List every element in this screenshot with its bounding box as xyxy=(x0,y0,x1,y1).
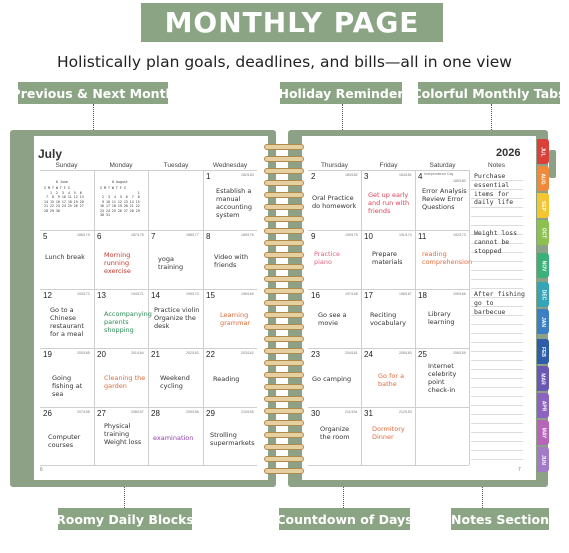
day-countdown: 184/181 xyxy=(399,173,412,177)
day-note: Reading xyxy=(213,375,240,383)
mini-calendar-title: 8 August xyxy=(112,180,128,184)
day-note: Organize the room xyxy=(320,425,350,441)
day-number: 6 xyxy=(97,232,102,241)
tab-dec[interactable]: DEC xyxy=(537,282,549,307)
day-note: Cleaning the garden xyxy=(104,374,146,390)
day-countdown: 197/168 xyxy=(345,292,358,296)
mini-calendar-prev: S M T W T F S 1 2 3 4 5 6 7 8 9 10 11 12 13 14 15 16 17 18 19 20 21 22 23 24 25 26 27 28 29 30 xyxy=(44,186,84,213)
tab-sep[interactable]: SEP xyxy=(537,193,549,218)
day-number: 22 xyxy=(206,350,215,359)
day-countdown: 185/180 xyxy=(453,179,466,183)
day-note: Oral Practice do homework xyxy=(312,194,357,210)
day-countdown: 188/177 xyxy=(186,233,199,237)
day-note: Lunch break xyxy=(45,253,85,261)
day-header: Monday xyxy=(109,162,133,169)
day-note: Prepare materials xyxy=(372,250,403,266)
day-header: Tuesday xyxy=(163,162,189,169)
day-countdown: 201/164 xyxy=(131,351,144,355)
day-countdown: 187/178 xyxy=(131,233,144,237)
day-note: Physical training Weight loss xyxy=(104,422,142,446)
notes-entry: After fishing go to barbecue xyxy=(474,290,525,316)
holiday-label: Independence Day xyxy=(424,172,454,176)
day-number: 11 xyxy=(418,232,427,241)
day-note: Library learning xyxy=(428,310,455,326)
day-note: Dormitory Dinner xyxy=(372,425,405,441)
tab-oct[interactable]: OCT xyxy=(537,220,549,245)
callout-notes: Notes Section xyxy=(451,508,549,530)
day-countdown: 200/165 xyxy=(77,351,90,355)
day-number: 9 xyxy=(311,232,316,241)
bookmark-ribbon xyxy=(549,150,556,178)
day-note: Reciting vocabulary xyxy=(370,311,406,327)
day-number: 26 xyxy=(43,409,52,418)
day-countdown: 189/176 xyxy=(241,233,254,237)
day-number: 24 xyxy=(364,350,373,359)
day-header: Wednesday xyxy=(212,162,248,169)
day-number: 29 xyxy=(206,409,215,418)
callout-tabs: Colorful Monthly Tabs xyxy=(418,82,560,104)
day-note: Practice violin Organize the desk xyxy=(154,306,200,330)
day-countdown: 199/166 xyxy=(453,292,466,296)
day-number: 13 xyxy=(97,291,106,300)
day-number: 7 xyxy=(151,232,156,241)
day-number: 30 xyxy=(311,409,320,418)
day-note: Video with friends xyxy=(214,253,249,269)
day-header: Notes xyxy=(488,162,505,169)
day-number: 27 xyxy=(97,409,106,418)
day-number: 31 xyxy=(364,409,373,418)
day-number: 14 xyxy=(151,291,160,300)
day-countdown: 198/167 xyxy=(399,292,412,296)
day-countdown: 209/156 xyxy=(186,410,199,414)
day-countdown: 196/169 xyxy=(241,292,254,296)
mini-calendar-next: S M T W T F S 1 2 3 4 5 6 7 8 9 10 11 12 13 14 15 16 17 18 19 20 21 22 23 24 25 26 27 28 29 30 31 xyxy=(100,186,140,217)
day-note: Accompanying parents shopping xyxy=(104,310,152,334)
page-number-left: 6 xyxy=(40,467,43,473)
title-banner xyxy=(141,3,443,42)
day-note: Get up early and run with friends xyxy=(368,191,410,215)
day-note: Strolling supermarkets xyxy=(210,431,255,447)
callout-holiday: Holiday Reminder xyxy=(280,82,402,104)
month-label: July xyxy=(38,147,63,161)
day-note: Learning grammar xyxy=(220,311,251,327)
day-countdown: 186/179 xyxy=(77,233,90,237)
day-note: Go to a Chinese restaurant for a meal xyxy=(50,306,84,338)
day-countdown: 208/157 xyxy=(131,410,144,414)
day-countdown: 205/160 xyxy=(399,351,412,355)
day-number: 8 xyxy=(206,232,211,241)
day-number: 1 xyxy=(206,172,211,181)
tab-may[interactable]: MAY xyxy=(537,420,549,445)
day-note: Establish a manual accounting system xyxy=(216,187,252,219)
callout-prev-next: Previous & Next Month xyxy=(18,82,168,104)
spiral-binding xyxy=(264,138,304,478)
day-countdown: 193/172 xyxy=(77,292,90,296)
day-number: 3 xyxy=(364,172,369,181)
year-label: 2026 xyxy=(496,147,521,159)
tab-aug[interactable]: AUG xyxy=(537,166,549,191)
day-header: Friday xyxy=(379,162,398,169)
day-countdown: 211/154 xyxy=(345,410,358,414)
day-number: 5 xyxy=(43,232,48,241)
tab-jun[interactable]: JUN xyxy=(537,447,549,472)
day-note: reading comprehension xyxy=(422,250,473,266)
day-note: Error Analysis Review Error Questions xyxy=(422,187,467,211)
page-title: MONTHLY PAGE xyxy=(164,6,420,39)
day-note: Weekend cycling xyxy=(160,374,190,390)
subtitle: Holistically plan goals, deadlines, and bills—all in one view xyxy=(57,53,512,71)
tab-jan[interactable]: JAN xyxy=(537,309,549,334)
day-number: 23 xyxy=(311,350,320,359)
day-note: Internet celebrity point check-in xyxy=(428,362,457,394)
day-number: 17 xyxy=(364,291,373,300)
day-note: Going fishing at sea xyxy=(52,374,83,398)
day-number: 25 xyxy=(418,350,427,359)
day-note: Computer courses xyxy=(48,433,81,449)
day-countdown: 191/174 xyxy=(399,233,412,237)
tab-jul[interactable]: JUL xyxy=(537,139,549,164)
day-note: yoga training xyxy=(158,255,184,271)
page-number-right: 7 xyxy=(518,467,521,473)
day-note: Morning running exercise xyxy=(104,251,131,275)
day-note: Go see a movie xyxy=(318,311,347,327)
day-note: Go for a bathe xyxy=(378,372,405,388)
day-number: 2 xyxy=(311,172,316,181)
callout-countdown: Countdown of Days xyxy=(279,508,410,530)
day-countdown: 207/158 xyxy=(77,410,90,414)
day-countdown: 203/162 xyxy=(241,351,254,355)
day-number: 18 xyxy=(418,291,427,300)
day-number: 12 xyxy=(43,291,52,300)
tab-feb[interactable]: FEB xyxy=(537,339,549,364)
day-number: 4 xyxy=(418,172,423,181)
tab-apr[interactable]: APR xyxy=(537,393,549,418)
day-number: 19 xyxy=(43,350,52,359)
notes-entry: Purchase essential items for daily life xyxy=(474,172,514,207)
day-note: Go camping xyxy=(312,375,352,383)
day-countdown: 183/182 xyxy=(345,173,358,177)
day-countdown: 192/173 xyxy=(453,233,466,237)
notes-entry: Weight loss cannot be stopped xyxy=(474,229,518,255)
day-countdown: 206/159 xyxy=(453,351,466,355)
day-countdown: 190/175 xyxy=(345,233,358,237)
day-countdown: 195/170 xyxy=(186,292,199,296)
day-number: 20 xyxy=(97,350,106,359)
day-number: 10 xyxy=(364,232,373,241)
day-countdown: 212/153 xyxy=(399,410,412,414)
day-countdown: 204/161 xyxy=(345,351,358,355)
callout-daily-blocks: Roomy Daily Blocks xyxy=(58,508,192,530)
day-header: Thursday xyxy=(320,162,349,169)
day-header: Sunday xyxy=(55,162,78,169)
day-note: Practice piano xyxy=(314,250,340,266)
day-number: 21 xyxy=(151,350,160,359)
mini-calendar-title: 6 June xyxy=(56,180,68,184)
day-countdown: 210/155 xyxy=(241,410,254,414)
day-header: Saturday xyxy=(429,162,456,169)
day-countdown: 182/183 xyxy=(241,173,254,177)
day-number: 16 xyxy=(311,291,320,300)
day-countdown: 202/163 xyxy=(186,351,199,355)
day-number: 28 xyxy=(151,409,160,418)
tab-nov[interactable]: NOV xyxy=(537,253,549,278)
day-note: examination xyxy=(153,434,194,442)
day-countdown: 194/171 xyxy=(131,292,144,296)
tab-mar[interactable]: MAR xyxy=(537,366,549,391)
day-number: 15 xyxy=(206,291,215,300)
